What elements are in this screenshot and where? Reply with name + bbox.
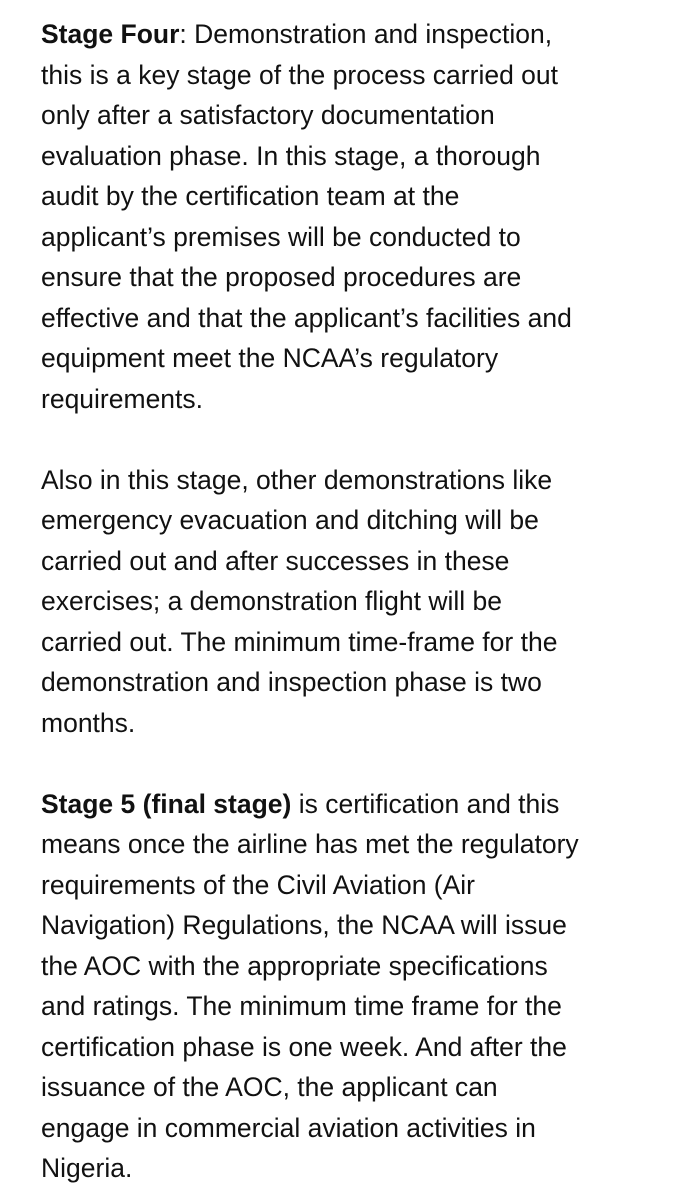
stage-heading: Stage 5 (final stage) (41, 788, 292, 819)
text-line: carried out and after successes in these (41, 545, 510, 576)
text-line: emergency evacuation and ditching will be (41, 505, 539, 535)
text-line: requirements of the Civil Aviation (Air (41, 869, 476, 900)
text-line: audit by the certification team at the (41, 181, 460, 211)
text-line: requirements. (41, 383, 204, 414)
text-line: applicant’s premises will be conducted to (41, 221, 521, 252)
text-line: issuance of the AOC, the applicant can (41, 1072, 498, 1102)
text-line: engage in commercial aviation activities in (41, 1112, 536, 1143)
text-line: this is a key stage of the process carried out (41, 59, 559, 90)
text-line: certification phase is one week. And after the (41, 1031, 567, 1062)
paragraph-demonstrations (41, 460, 681, 744)
paragraph-stage-five (41, 784, 681, 1189)
paragraph-stage-four (41, 14, 681, 419)
stage-heading: Stage Four (41, 19, 180, 49)
text-line: Stage 5 (final stage) is certification and this (41, 788, 560, 819)
text-line: demonstration and inspection phase is two (41, 667, 542, 697)
text-line: the AOC with the appropriate specifications (41, 950, 548, 981)
text-line: exercises; a demonstration flight will be (41, 586, 503, 616)
text-line: effective and that the applicant’s facilities and (41, 302, 572, 333)
text-line: ensure that the proposed procedures are (41, 262, 522, 292)
text-line: Navigation) Regulations, the NCAA will issue (41, 910, 567, 940)
text-line: months. (41, 707, 136, 738)
text-line: means once the airline has met the regulatory (41, 829, 579, 859)
text-line: Also in this stage, other demonstrations like (41, 464, 553, 495)
text-line: evaluation phase. In this stage, a thorough (41, 140, 541, 171)
text-line: Stage Four: Demonstration and inspection, (41, 19, 553, 49)
text-line: equipment meet the NCAA’s regulatory (41, 343, 499, 373)
text-line: carried out. The minimum time-frame for the (41, 626, 558, 657)
text-line: Nigeria. (41, 1153, 133, 1183)
document-body (41, 14, 681, 1189)
text-line: only after a satisfactory documentation (41, 100, 495, 130)
text-line: and ratings. The minimum time frame for the (41, 991, 562, 1021)
